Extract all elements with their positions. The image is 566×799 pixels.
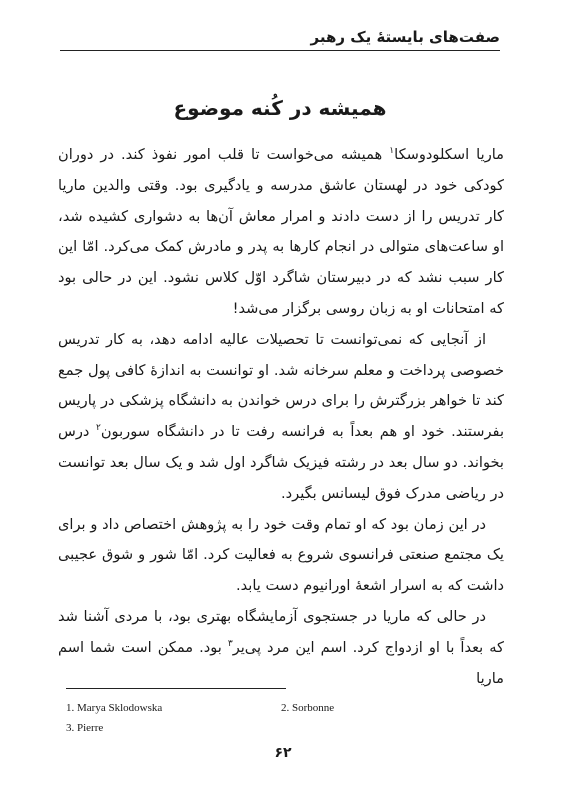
section-title: همیشه در کُنه موضوع	[173, 96, 387, 120]
body-text	[58, 140, 504, 694]
footnote-3: 3. Pierre	[66, 722, 104, 734]
paragraph: ماریا اسکلودوسکا$^۱$ همیشه می‌خواست تا قلب امور نفوذ کند. در دوران کودکی خود در لهستان عاشق مدرسه و یادگیری بود. وقتی والدین ماریا کار تدریس را از دست دادند و امرار معاش آن‌ها به دشواری کشیده شد، او ساعت‌های متوالی در انجام کارها به پدر و مادرش کمک می‌کرد. امّا این کار سبب نشد که در دبیرستان شاگرد اوّل کلاس نشود. این در حالی بود که امتحانات او به زبان روسی برگزار می‌شد!	[58, 146, 505, 317]
running-title: صفت‌های بایستهٔ یک رهبر	[310, 28, 500, 46]
footnote-mark: ۳	[227, 638, 233, 649]
paragraph: از آنجایی که نمی‌توانست تا تحصیلات عالیه ادامه دهد، به کار تدریس خصوصی پرداخت و معلم سرخانه شد. او توانست به اندازهٔ کافی پول جمع کند تا خواهر بزرگترش را برای درس خواندن به دانشگاه پزشکی در پاریس بفرستند. خود او هم بعداً به فرانسه رفت تا در دانشگاه سوربون$^۲$ درس بخواند. دو سال بعد در رشته فیزیک شاگرد اول شد و یک سال بعد توانست در ریاضی مدرک فوق لیسانس بگیرد.	[58, 330, 505, 502]
footnote-2: 2. Sorbonne	[281, 702, 335, 714]
paragraph: در این زمان بود که او تمام وقت خود را به پژوهش اختصاص داد و برای یک مجتمع صنعتی فرانسوی شروع به فعالیت کرد. امّا شور و شوق عجیبی داشت که به اسرار اشعهٔ اورانیوم دست یابد.	[58, 515, 504, 595]
footnote-divider	[66, 688, 286, 689]
footnote-mark: ۲	[95, 423, 101, 434]
footnote-1: 1. Marya Sklodowska	[66, 702, 163, 714]
footnote-mark: ۱	[389, 146, 395, 157]
page-number: ۶۲	[274, 745, 292, 761]
running-header	[60, 28, 500, 51]
paragraph: در حالی که ماریا در جستجوی آزمایشگاه بهتری بود، با مردی آشنا شد که بعداً با او ازدواج کرد. اسم این مرد پی‌یر$^۳$ بود. ممکن است شما اسم ماریا	[58, 607, 505, 687]
footnotes	[66, 698, 496, 738]
